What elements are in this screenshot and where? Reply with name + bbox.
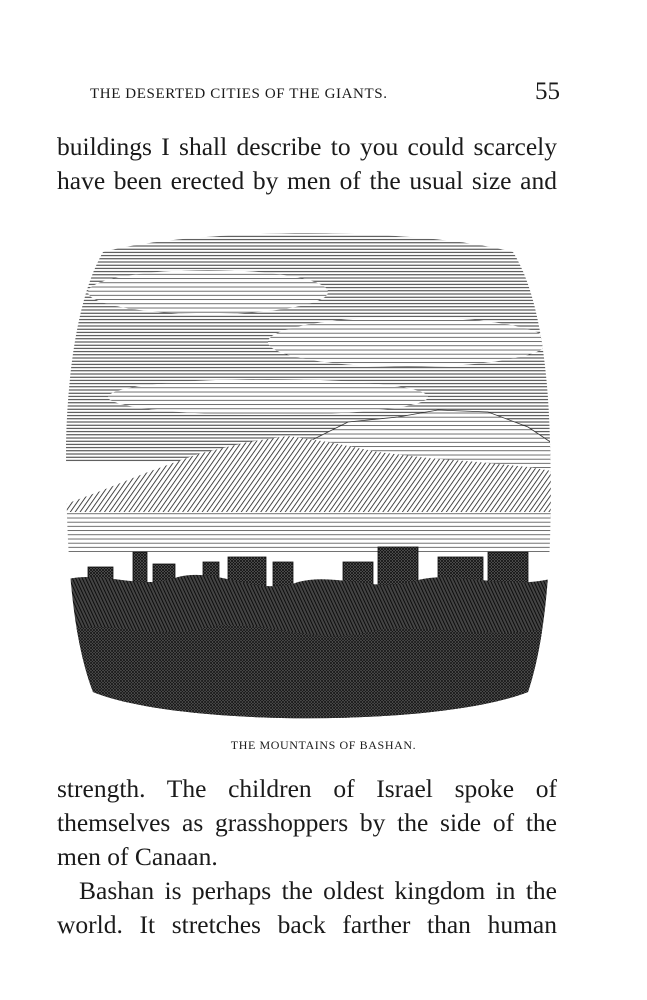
text-line: themselves as grasshoppers by the side of the <box>57 808 557 837</box>
text-line: world. It stretches back farther than human <box>57 910 557 939</box>
figure-caption: THE MOUNTAINS OF BASHAN. <box>230 738 417 752</box>
text-line: have been erected by men of the usual size and <box>57 166 557 195</box>
top-paragraph <box>57 130 557 198</box>
page-number: 55 <box>535 78 560 105</box>
text-line: men of Canaan. <box>57 842 218 871</box>
text-line: buildings I shall describe to you could scarcely <box>57 132 557 161</box>
engraving-mountains-of-bashan <box>58 222 558 727</box>
bottom-paragraph <box>57 772 557 942</box>
text-line: strength. The children of Israel spoke of <box>57 774 557 803</box>
engraving-illustration <box>58 222 558 727</box>
text-line: Bashan is perhaps the oldest kingdom in the <box>79 876 557 905</box>
running-title: THE DESERTED CITIES OF THE GIANTS. <box>90 86 388 102</box>
running-head <box>90 78 560 108</box>
